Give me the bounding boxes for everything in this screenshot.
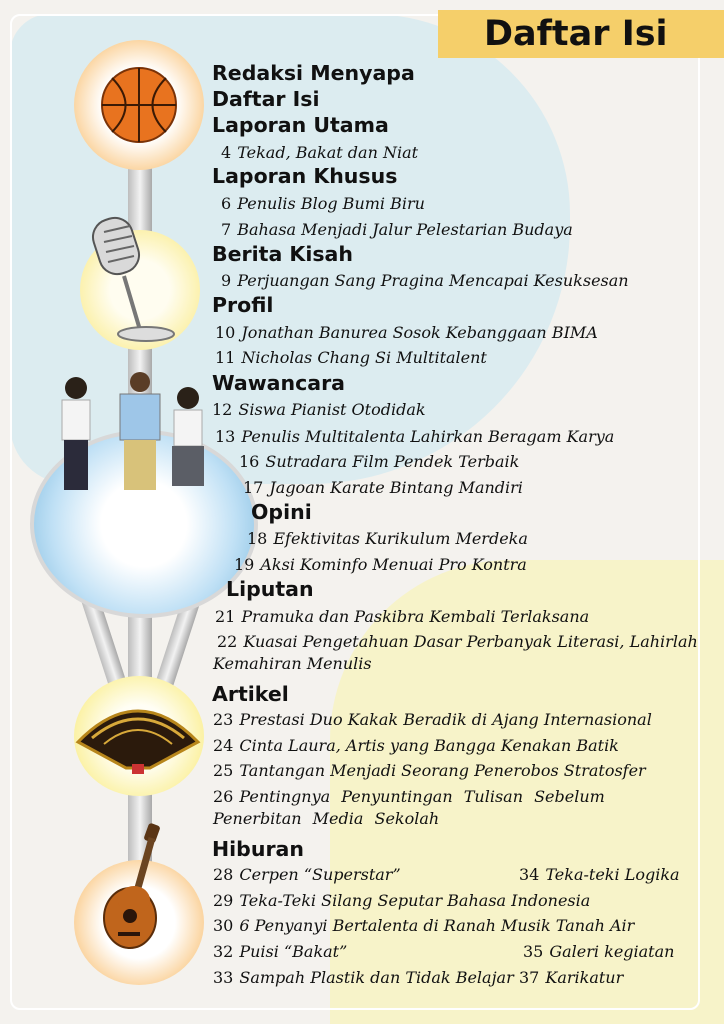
page-title: Daftar Isi (484, 14, 668, 54)
item-title: Siswa Pianist Otodidak (238, 400, 426, 419)
page-number: 6 (221, 194, 232, 213)
item-title: Teka-teki Logika (545, 865, 680, 884)
page-number: 33 (213, 968, 234, 987)
page-number: 29 (213, 891, 234, 910)
list-item[interactable] (215, 426, 614, 448)
page-number: 4 (221, 143, 232, 162)
item-title: Bahasa Menjadi Jalur Pelestarian Budaya (237, 220, 573, 239)
page-number: 35 (523, 942, 544, 961)
list-item[interactable] (247, 528, 528, 550)
page-number: 37 (519, 968, 540, 987)
item-title: Jonathan Banurea Sosok Kebanggaan BIMA (241, 323, 598, 342)
section-liputan: Liputan (226, 577, 314, 601)
item-title: Tekad, Bakat dan Niat (237, 143, 419, 162)
item-title: 6 Penyanyi Bertalenta di Ranah Musik Tanah Air (239, 916, 635, 935)
list-item[interactable] (523, 941, 674, 963)
section-redaksi[interactable]: Redaksi Menyapa (212, 61, 415, 85)
page-number: 16 (239, 452, 260, 471)
list-item[interactable] (215, 322, 598, 344)
page-number: 13 (215, 427, 236, 446)
page-number: 22 (217, 632, 238, 651)
item-title: Pentingnya Penyuntingan Tulisan Sebelum Penerbitan Media Sekolah (213, 787, 605, 828)
item-title: Teka-Teki Silang Seputar Bahasa Indonesia (239, 891, 591, 910)
page-number: 7 (221, 220, 232, 239)
list-item[interactable] (213, 864, 401, 886)
microphone-icon (90, 212, 176, 344)
section-laporan-khusus: Laporan Khusus (212, 164, 398, 188)
list-item[interactable] (243, 477, 523, 499)
list-item[interactable] (213, 915, 634, 937)
item-title: Cinta Laura, Artis yang Bangga Kenakan Batik (239, 736, 619, 755)
list-item[interactable] (213, 709, 652, 731)
list-item[interactable] (212, 399, 426, 421)
item-title: Efektivitas Kurikulum Merdeka (273, 529, 528, 548)
page-number: 19 (234, 555, 255, 574)
section-laporan-utama: Laporan Utama (212, 113, 389, 137)
item-title: Pramuka dan Paskibra Kembali Terlaksana (241, 607, 590, 626)
list-item[interactable] (519, 864, 680, 886)
list-item[interactable] (221, 270, 629, 292)
list-item[interactable] (213, 735, 619, 757)
page-number: 12 (212, 400, 233, 419)
list-item[interactable] (213, 631, 703, 675)
item-title: Nicholas Chang Si Multitalent (241, 348, 487, 367)
list-item[interactable] (213, 786, 703, 830)
item-title: Aksi Kominfo Menuai Pro Kontra (260, 555, 527, 574)
item-title: Sutradara Film Pendek Terbaik (265, 452, 520, 471)
list-item[interactable] (221, 142, 418, 164)
page-number: 21 (215, 607, 236, 626)
section-wawancara: Wawancara (212, 371, 346, 395)
page-number: 10 (215, 323, 236, 342)
page-number: 25 (213, 761, 234, 780)
fan-icon (72, 698, 204, 778)
page-number: 11 (215, 348, 236, 367)
item-title: Sampah Plastik dan Tidak Belajar (239, 968, 514, 987)
item-title: Cerpen “Superstar” (239, 865, 401, 884)
page-number: 28 (213, 865, 234, 884)
item-title: Penulis Blog Bumi Biru (237, 194, 425, 213)
item-title: Perjuangan Sang Pragina Mencapai Kesuksesan (237, 271, 629, 290)
students-photo (54, 368, 214, 498)
item-title: Puisi “Bakat” (239, 942, 348, 961)
list-item[interactable] (213, 890, 590, 912)
guitar-icon (98, 822, 176, 954)
section-artikel: Artikel (212, 682, 289, 706)
basketball-icon (100, 66, 178, 144)
list-item[interactable] (221, 219, 573, 241)
list-item[interactable] (215, 606, 589, 628)
list-item[interactable] (221, 193, 425, 215)
item-title: Prestasi Duo Kakak Beradik di Ajang Internasional (239, 710, 652, 729)
list-item[interactable] (215, 347, 487, 369)
page-number: 9 (221, 271, 232, 290)
list-item[interactable] (519, 967, 623, 989)
item-title: Penulis Multitalenta Lahirkan Beragam Karya (241, 427, 615, 446)
page-number: 24 (213, 736, 234, 755)
item-title: Jagoan Karate Bintang Mandiri (269, 478, 523, 497)
list-item[interactable] (234, 554, 527, 576)
section-daftar-isi[interactable]: Daftar Isi (212, 87, 320, 111)
item-title: Galeri kegiatan (549, 942, 675, 961)
item-title: Karikatur (545, 968, 624, 987)
list-item[interactable] (213, 967, 514, 989)
page-number: 32 (213, 942, 234, 961)
page-number: 26 (213, 787, 234, 806)
page-number: 23 (213, 710, 234, 729)
page-number: 30 (213, 916, 234, 935)
section-hiburan: Hiburan (212, 837, 304, 861)
list-item[interactable] (213, 941, 347, 963)
list-item[interactable] (213, 760, 646, 782)
page-number: 17 (243, 478, 264, 497)
page-number: 18 (247, 529, 268, 548)
item-title: Kuasai Pengetahuan Dasar Perbanyak Literasi, Lahirlah Kemahiran Menulis (213, 632, 698, 673)
section-opini: Opini (251, 500, 312, 524)
section-berita-kisah: Berita Kisah (212, 242, 353, 266)
item-title: Tantangan Menjadi Seorang Penerobos Stratosfer (239, 761, 646, 780)
section-profil: Profil (212, 293, 274, 317)
page-number: 34 (519, 865, 540, 884)
list-item[interactable] (239, 451, 519, 473)
